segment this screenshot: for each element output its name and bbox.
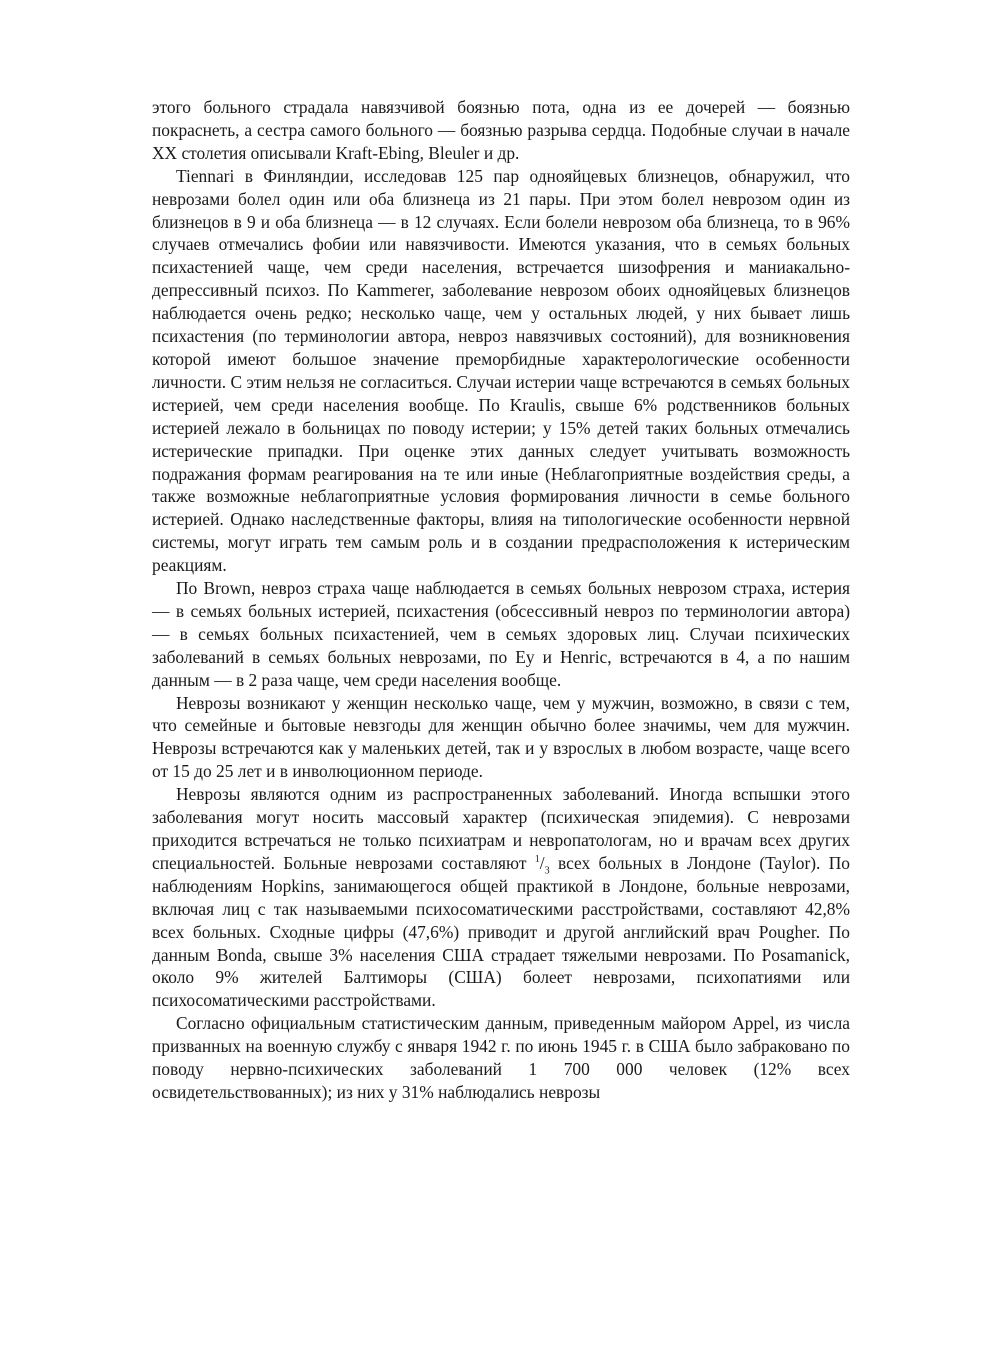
paragraph-1: этого больного страдала навязчивой боязнью пота, одна из ее дочерей — боязнью покраснеть, а сестра самого больного — боязнью разрыва сердца. Подобные случаи в начале XX столетия описывали Kraft-Ebing, Bleuler и др. — [152, 97, 850, 163]
paragraph-5 — [152, 783, 850, 1012]
paragraph-5-text-before: Неврозы являются одним из распространенных заболеваний. Иногда вспышки этого заболевания могут носить массовый характер (психическая эпидемия). С неврозами приходится встречаться не только психиатрам и невропатологам, но и врачам всех других специальностей. Больные неврозами составляют — [152, 784, 850, 873]
paragraph-2: Tiennari в Финляндии, исследовав 125 пар однояйцевых близнецов, обнаружил, что неврозами болел один или оба близнеца из 21 пары. При этом болел неврозом один из близнецов в 9 и оба близнеца — в 12 случаях. Если болели неврозом оба близнеца, то в 96% случаев отмечались фобии или навязчивости. Имеются указания, что в семьях больных психастенией чаще, чем среди населения, встречается шизофрения и маниакально-депрессивный психоз. По Kammerer, заболевание неврозом обоих однояйцевых близнецов наблюдается очень редко; несколько чаще, чем у остальных людей, у них бывает лишь психастения (по терминологии автора, невроз навязчивых состояний), для возникновения которой имеют большое значение преморбидные характерологические особенности личности. С этим нельзя не согласиться. Случаи истерии чаще встречаются в семьях больных истерией, чем среди населения вообще. По Kraulis, свыше 6% родственников больных истерией лежало в больницах по поводу истерии; у 15% детей таких больных отмечались истерические припадки. При оценке этих данных следует учитывать возможность подражания формам реагирования на те или иные (Неблагоприятные воздействия среды, а также возможные неблагоприятные условия формирования личности в семье больного истерией. Однако наследственные факторы, влияя на типологические особенности нервной системы, могут играть тем самым роль и в создании предрасположения к истерическим реакциям. — [152, 165, 850, 576]
paragraph-6: Согласно официальным статистическим данным, приведенным майором Appel, из числа призванных на военную службу с января 1942 г. по июнь 1945 г. в США было забраковано по поводу нервно-психических заболеваний 1 700 000 человек (12% всех освидетельствованных); из них у 31% наблюдались неврозы — [152, 1013, 850, 1102]
paragraph-3: По Brown, невроз страха чаще наблюдается в семьях больных неврозом страха, истерия — в семьях больных истерией, психастения (обсессивный невроз по терминологии автора) — в семьях больных психастенией, чем в семьях здоровых лиц. Случаи психических заболеваний в семьях больных неврозами, по Еу и Henric, встречаются в 4, а по нашим данным — в 2 раза чаще, чем среди населения вообще. — [152, 578, 850, 690]
fraction-denominator: 3 — [544, 865, 550, 877]
fraction-one-third: $^1/_3$ — [534, 852, 550, 877]
document-page — [152, 96, 850, 1104]
fraction-numerator: 1 — [534, 854, 540, 866]
paragraph-5-text-after: всех больных в Лондоне (Taylor). По наблюдениям Hopkins, занимающегося общей практикой в Лондоне, больные неврозами, включая лиц с так называемыми психосоматическими расстройствами, составляют 42,8% всех больных. Сходные цифры (47,6%) приводит и другой английский врач Pougher. По данным Bonda, свыше 3% населения США страдает тяжелыми неврозами. По Posamanick, около 9% жителей Балтиморы (США) болеет неврозами, психопатиями или психосоматическими расстройствами. — [152, 852, 851, 1011]
paragraph-4: Неврозы возникают у женщин несколько чаще, чем у мужчин, возможно, в связи с тем, что семейные и бытовые невзгоды для женщин обычно более значимы, чем для мужчин. Неврозы встречаются как у маленьких детей, так и у взрослых в любом возрасте, чаще всего от 15 до 25 лет и в инволюционном периоде. — [152, 692, 850, 782]
